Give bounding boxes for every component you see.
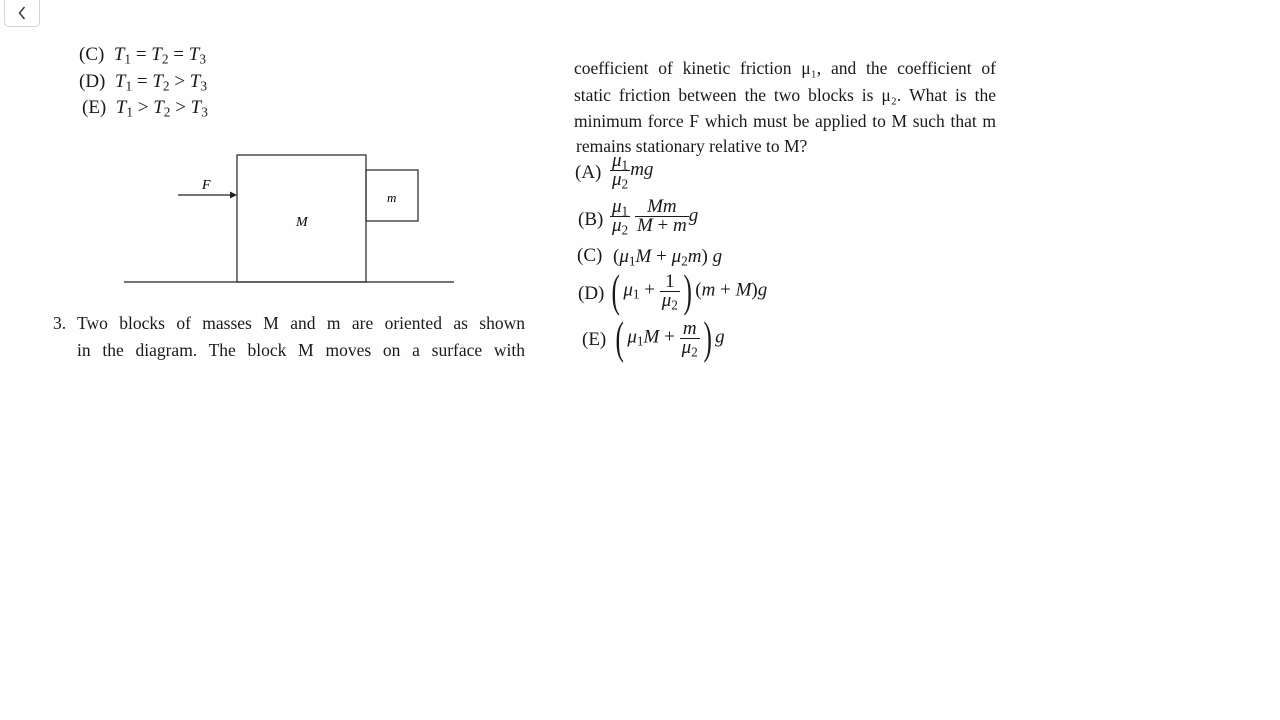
answer-c-label[interactable]: (C) — [577, 245, 603, 266]
answer-b-label[interactable]: (B) — [578, 209, 604, 230]
prev-option-d: (D) $T_1 = T_2 > T_3$ — [79, 71, 208, 94]
question-line-6: remains stationary relative to M? — [576, 136, 808, 156]
answer-a-expr: $\frac{\mu_1}{\mu_2}$ mg — [612, 150, 654, 192]
question-line-2: in the diagram. The block M moves on a surface with — [77, 340, 525, 360]
answer-c-expr: $(\mu_1M + \mu_2m)$ g — [613, 246, 723, 269]
answer-b-expr: $\frac{\mu_1}{\mu_2}$ $\frac{Mm}{M + m}$ g — [612, 196, 699, 238]
small-block-label: m — [387, 190, 397, 205]
question-number: 3. — [53, 313, 67, 333]
big-block-label: M — [296, 215, 308, 230]
force-label: F — [202, 178, 211, 193]
prev-option-e: (E) $T_1 > T_2 > T_3$ — [82, 97, 208, 120]
back-button[interactable] — [4, 0, 40, 27]
force-arrowhead — [230, 192, 237, 199]
answer-d-label[interactable]: (D) — [578, 283, 605, 304]
question-line-3: coefficient of kinetic friction μ₁, and the coefficient of — [574, 58, 996, 78]
chevron-left-icon — [17, 5, 27, 21]
question-line-1: Two blocks of masses M and m are oriented as shown — [77, 313, 525, 333]
answer-d-expr: ( $\mu_1$ + $\frac{1}{\mu_2}$ ) (m + M)g — [611, 265, 768, 316]
blocks-diagram — [120, 150, 460, 290]
answer-a-label[interactable]: (A) — [575, 162, 602, 183]
answer-e-label[interactable]: (E) — [582, 329, 607, 350]
prev-option-c: (C) $T_1 = T_2 = T_3$ — [79, 44, 206, 67]
question-line-5: minimum force F which must be applied to M such that m — [574, 111, 996, 131]
answer-e-expr: ( $\mu_1M$ + $\frac{m}{\mu_2}$ ) g — [615, 312, 725, 363]
question-line-4: static friction between the two blocks is μ₂. What is the — [574, 85, 996, 105]
